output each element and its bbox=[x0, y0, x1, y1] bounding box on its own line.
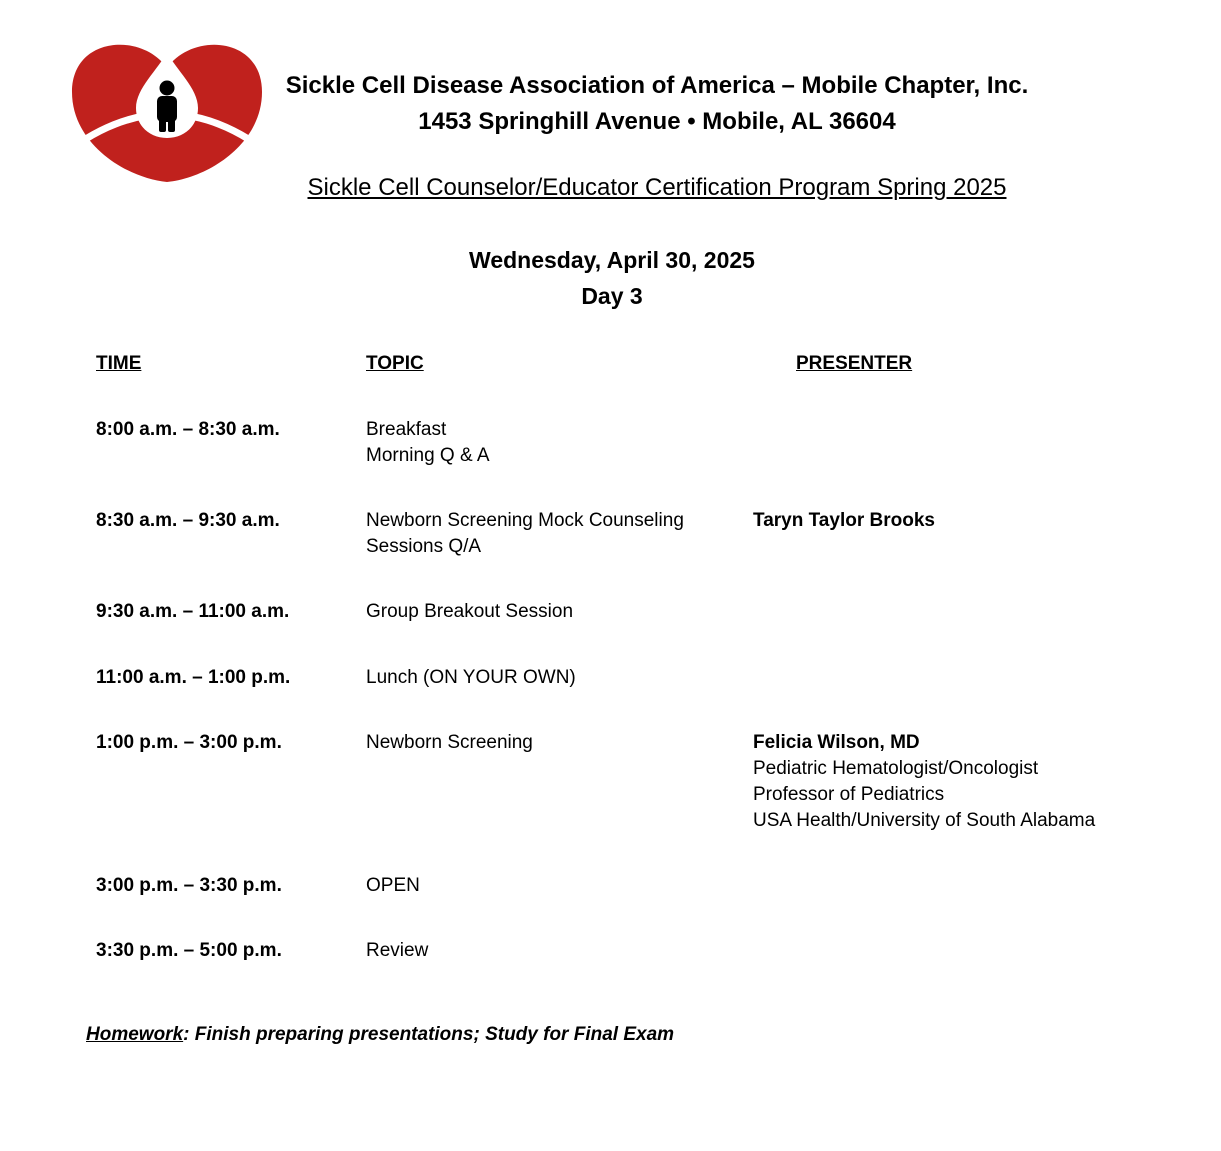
column-header-topic: TOPIC bbox=[366, 353, 424, 374]
schedule-topic bbox=[366, 665, 576, 691]
schedule-topic bbox=[366, 938, 428, 964]
program-title: Sickle Cell Counselor/Educator Certification Program Spring 2025 bbox=[307, 174, 1007, 201]
schedule-topic bbox=[366, 599, 573, 625]
presenter-name: Felicia Wilson, MD bbox=[753, 732, 920, 753]
topic-line: Lunch (ON YOUR OWN) bbox=[366, 667, 576, 688]
schedule-topic bbox=[366, 873, 420, 899]
presenter-detail: Pediatric Hematologist/Oncologist bbox=[753, 758, 1039, 779]
presenter-name: Taryn Taylor Brooks bbox=[753, 510, 935, 531]
schedule-presenter bbox=[753, 730, 1095, 834]
schedule-time: 3:00 p.m. – 3:30 p.m. bbox=[96, 875, 282, 896]
topic-line: Breakfast bbox=[366, 419, 447, 440]
schedule-topic bbox=[366, 417, 490, 469]
organization-logo bbox=[70, 38, 264, 184]
topic-line: Newborn Screening bbox=[366, 732, 533, 753]
homework-text: : Finish preparing presentations; Study for Final Exam bbox=[183, 1024, 675, 1045]
homework-label: Homework bbox=[86, 1024, 184, 1045]
schedule-time: 11:00 a.m. – 1:00 p.m. bbox=[96, 667, 291, 688]
homework-note bbox=[86, 1024, 674, 1046]
presenter-detail: Professor of Pediatrics bbox=[753, 784, 945, 805]
schedule-time: 8:00 a.m. – 8:30 a.m. bbox=[96, 419, 280, 440]
schedule-time: 1:00 p.m. – 3:00 p.m. bbox=[96, 732, 282, 753]
topic-line: Group Breakout Session bbox=[366, 601, 574, 622]
presenter-detail: USA Health/University of South Alabama bbox=[753, 810, 1096, 831]
schedule-presenter bbox=[753, 508, 935, 534]
session-day: Day 3 bbox=[581, 283, 643, 309]
topic-line: Sessions Q/A bbox=[366, 536, 482, 557]
topic-line: Morning Q & A bbox=[366, 445, 490, 466]
schedule-topic bbox=[366, 730, 533, 756]
column-header-presenter: PRESENTER bbox=[796, 353, 913, 374]
organization-name: Sickle Cell Disease Association of America – Mobile Chapter, Inc. bbox=[285, 72, 1029, 99]
schedule-topic bbox=[366, 508, 684, 560]
topic-line: OPEN bbox=[366, 875, 420, 896]
organization-address: 1453 Springhill Avenue • Mobile, AL 36604 bbox=[418, 108, 896, 135]
schedule-time: 3:30 p.m. – 5:00 p.m. bbox=[96, 940, 282, 961]
topic-line: Review bbox=[366, 940, 429, 961]
column-header-time: TIME bbox=[96, 353, 142, 374]
topic-line: Newborn Screening Mock Counseling bbox=[366, 510, 684, 531]
session-date: Wednesday, April 30, 2025 bbox=[469, 247, 755, 273]
schedule-time: 8:30 a.m. – 9:30 a.m. bbox=[96, 510, 280, 531]
schedule-time: 9:30 a.m. – 11:00 a.m. bbox=[96, 601, 290, 622]
